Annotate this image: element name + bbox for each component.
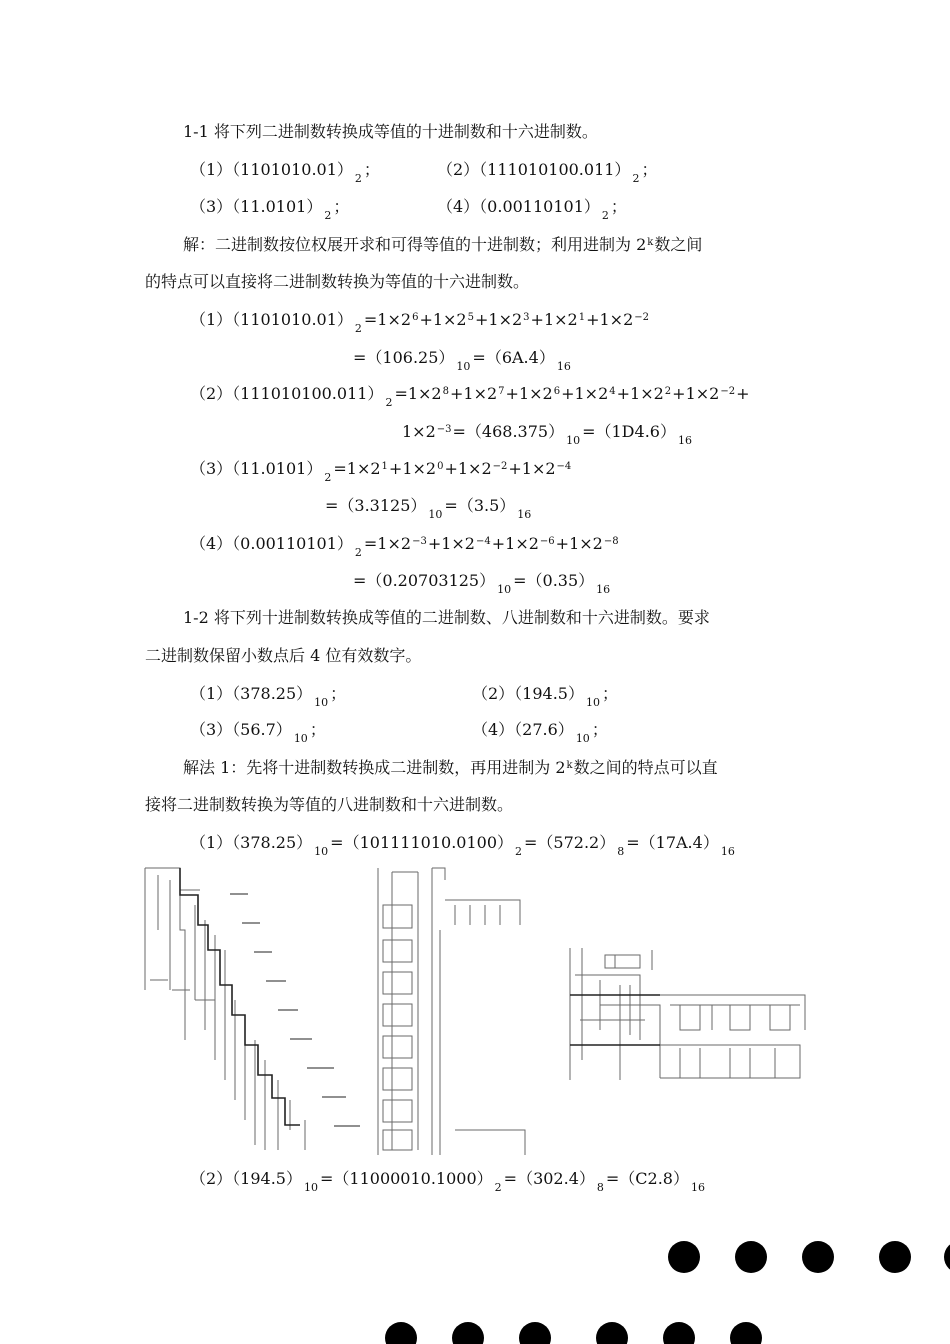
- p2-item-3-label: （3）（56.7）: [190, 720, 292, 739]
- p1-sol-2-term: +1×2: [561, 384, 609, 403]
- p1-sol-3-exp: 0: [437, 461, 444, 472]
- dot-icon: [452, 1322, 484, 1344]
- p2-solution-line-2: 接将二进制数转换为等值的八进制数和十六进制数。: [145, 795, 514, 814]
- p1-solution-text-b: 数之间: [654, 235, 703, 254]
- p2-answer-1-hex: =（17A.4）: [626, 833, 719, 852]
- problem-1-1-title: 1-1 将下列二进制数转换成等值的十进制数和十六进制数。: [183, 122, 598, 141]
- p1-sol-1-exp: −2: [634, 312, 649, 323]
- p2-item-4-base: 10: [575, 732, 590, 745]
- p1-sol-2-exp: 6: [553, 386, 561, 397]
- p2-answer-1-bin-base: 2: [515, 845, 523, 858]
- p1-sol-4-result-hex: =（0.35）: [513, 571, 595, 590]
- p1-sol-2-cont-exp: −3: [436, 424, 452, 435]
- p1-sol-2-base: 2: [385, 396, 393, 409]
- p2-answer-1-oct-base: 8: [617, 845, 625, 858]
- p1-solution-line-2: 的特点可以直接将二进制数转换为等值的十六进制数。: [145, 272, 530, 291]
- p1-sol-1-base: 2: [354, 322, 362, 335]
- p1-sol-3-exp: 1: [381, 461, 388, 472]
- p1-sol-3-exp: −2: [492, 461, 508, 472]
- dot-icon: [735, 1241, 767, 1273]
- p2-answer-1-head: （1）（378.25）: [190, 833, 313, 852]
- p2-answer-2-hex-base: 16: [690, 1181, 705, 1194]
- p1-sol-2-result-hex: =（1D4.6）: [582, 422, 676, 441]
- p1-item-1-label: （1）（1101010.01）: [190, 160, 353, 179]
- p1-item-4-label: （4）（0.00110101）: [437, 197, 600, 216]
- dot-icon: [730, 1322, 762, 1344]
- p1-sol-2-cont: 1×2: [402, 422, 436, 441]
- p1-sol-2-result-dec-base: 10: [566, 434, 581, 447]
- p2-answer-2-bin: =（11000010.1000）: [320, 1169, 493, 1188]
- p1-sol-1-term: =1×2: [363, 310, 412, 329]
- p1-sol-4-exp: −4: [475, 536, 491, 547]
- p1-sol-1-result-dec-base: 10: [456, 360, 471, 373]
- p1-item-1-base: 2: [354, 172, 362, 185]
- dot-icon: [944, 1241, 950, 1273]
- p1-item-4-base: 2: [601, 209, 609, 222]
- p1-sol-4-exp: −8: [603, 536, 619, 547]
- p1-sol-1-term: +1×2: [586, 310, 634, 329]
- p1-sol-2-term: +1×2: [449, 384, 498, 403]
- p1-sol-1-result-dec: =（106.25）: [353, 348, 455, 367]
- p2-item-2-tail: ；: [602, 684, 619, 703]
- p1-sol-3-exp: −4: [556, 461, 572, 472]
- p1-sol-4-result-dec-base: 10: [497, 583, 512, 596]
- p1-sol-3-term: =1×2: [333, 459, 381, 478]
- p1-sol-4-exp: −6: [539, 536, 555, 547]
- p1-sol-2-plus: +: [736, 384, 750, 403]
- dot-icon: [802, 1241, 834, 1273]
- p1-item-3-tail: ；: [333, 197, 350, 216]
- p2-solution-text-b: 数之间的特点可以直: [573, 758, 718, 777]
- p1-sol-2-exp: −2: [720, 386, 736, 397]
- dot-icon: [519, 1322, 551, 1344]
- p2-answer-1-oct: =（572.2）: [524, 833, 616, 852]
- p2-item-3-tail: ；: [309, 720, 326, 739]
- p1-sol-1-term: +1×2: [474, 310, 523, 329]
- p1-sol-3-term: +1×2: [508, 459, 556, 478]
- p1-item-1-tail: ；: [363, 160, 380, 179]
- p1-sol-1-exp: 6: [412, 312, 419, 323]
- p1-sol-4-term: +1×2: [491, 534, 539, 553]
- p1-sol-2-exp: 4: [609, 386, 616, 397]
- p1-sol-3-result-hex-base: 16: [517, 508, 532, 521]
- p2-answer-1-hex-base: 16: [720, 845, 735, 858]
- p1-sol-2-exp: 2: [664, 386, 672, 397]
- p1-sol-3-base: 2: [324, 471, 332, 484]
- p2-solution-k: k: [566, 760, 573, 771]
- p2-item-1-label: （1）（378.25）: [190, 684, 313, 703]
- p1-sol-2-term: +1×2: [616, 384, 664, 403]
- p1-sol-2-result-hex-base: 16: [677, 434, 692, 447]
- p1-sol-1-exp: 3: [523, 312, 530, 323]
- p1-item-2-tail: ；: [641, 160, 658, 179]
- p2-item-2-label: （2）（194.5）: [472, 684, 584, 703]
- p1-sol-1-term: +1×2: [419, 310, 467, 329]
- p1-sol-1-term: +1×2: [530, 310, 578, 329]
- dot-icon: [879, 1241, 911, 1273]
- p2-answer-2-bin-base: 2: [494, 1181, 502, 1194]
- p1-sol-2-term: +1×2: [505, 384, 553, 403]
- p2-solution-text-a: 解法 1：先将十进制数转换成二进制数，再用进制为 2: [183, 758, 566, 777]
- p1-sol-1-result-hex: =（6A.4）: [472, 348, 555, 367]
- dot-icon: [668, 1241, 700, 1273]
- p1-sol-3-term: +1×2: [444, 459, 492, 478]
- p2-answer-1-bin: =（101111010.0100）: [330, 833, 514, 852]
- p1-item-3-label: （3）（11.0101）: [190, 197, 323, 216]
- p1-sol-3-result-dec-base: 10: [428, 508, 443, 521]
- p2-answer-2-oct-base: 8: [596, 1181, 604, 1194]
- p1-item-2-label: （2）（111010100.011）: [437, 160, 631, 179]
- p2-item-1-base: 10: [314, 696, 329, 709]
- p2-item-4-tail: ；: [591, 720, 608, 739]
- p1-sol-4-result-dec: =（0.20703125）: [353, 571, 496, 590]
- p1-sol-2-exp: 7: [498, 386, 505, 397]
- p1-solution-k: k: [647, 237, 654, 248]
- p1-sol-1-result-hex-base: 16: [556, 360, 571, 373]
- dot-icon: [663, 1322, 695, 1344]
- p1-sol-1-exp: 5: [467, 312, 474, 323]
- p1-item-3-base: 2: [324, 209, 332, 222]
- p1-sol-3-result-hex: =（3.5）: [444, 496, 516, 515]
- p1-sol-4-exp: −3: [412, 536, 427, 547]
- p2-item-2-base: 10: [586, 696, 600, 709]
- p1-sol-4-term: +1×2: [427, 534, 475, 553]
- problem-1-2-title: 1-2 将下列十进制数转换成等值的二进制数、八进制数和十六进制数。要求: [183, 608, 710, 627]
- p2-answer-2-base: 10: [304, 1181, 318, 1194]
- p2-item-1-tail: ；: [330, 684, 347, 703]
- p1-sol-4-term: +1×2: [555, 534, 603, 553]
- p2-answer-2-head: （2）（194.5）: [190, 1169, 302, 1188]
- p1-sol-2-result-dec: =（468.375）: [452, 422, 565, 441]
- problem-1-2-title-cont: 二进制数保留小数点后 4 位有效数字。: [145, 646, 422, 665]
- dot-icon: [596, 1322, 628, 1344]
- p1-sol-2-head: （2）（111010100.011）: [190, 384, 384, 403]
- p1-sol-4-result-hex-base: 16: [596, 583, 611, 596]
- p2-item-3-base: 10: [293, 732, 308, 745]
- p1-sol-2-exp: 8: [442, 386, 449, 397]
- p2-answer-2-oct: =（302.4）: [503, 1169, 595, 1188]
- p1-sol-4-head: （4）（0.00110101）: [190, 534, 353, 553]
- p1-sol-3-term: +1×2: [388, 459, 437, 478]
- p2-answer-1-base: 10: [314, 845, 329, 858]
- p1-solution-text-a: 解：二进制数按位权展开求和可得等值的十进制数；利用进制为 2: [183, 235, 647, 254]
- p1-sol-4-term: =1×2: [363, 534, 412, 553]
- p1-sol-1-head: （1）（1101010.01）: [190, 310, 353, 329]
- p1-item-4-tail: ；: [610, 197, 627, 216]
- dot-icon: [385, 1322, 417, 1344]
- p1-sol-3-head: （3）（11.0101）: [190, 459, 323, 478]
- p2-answer-2-hex: =（C2.8）: [605, 1169, 689, 1188]
- p1-sol-4-base: 2: [354, 546, 362, 559]
- p1-item-2-base: 2: [632, 172, 640, 185]
- p1-sol-1-exp: 1: [578, 312, 586, 323]
- p1-sol-2-term: =1×2: [394, 384, 442, 403]
- p2-item-4-label: （4）（27.6）: [472, 720, 574, 739]
- p1-sol-2-term: +1×2: [672, 384, 720, 403]
- p1-sol-3-result-dec: =（3.3125）: [325, 496, 427, 515]
